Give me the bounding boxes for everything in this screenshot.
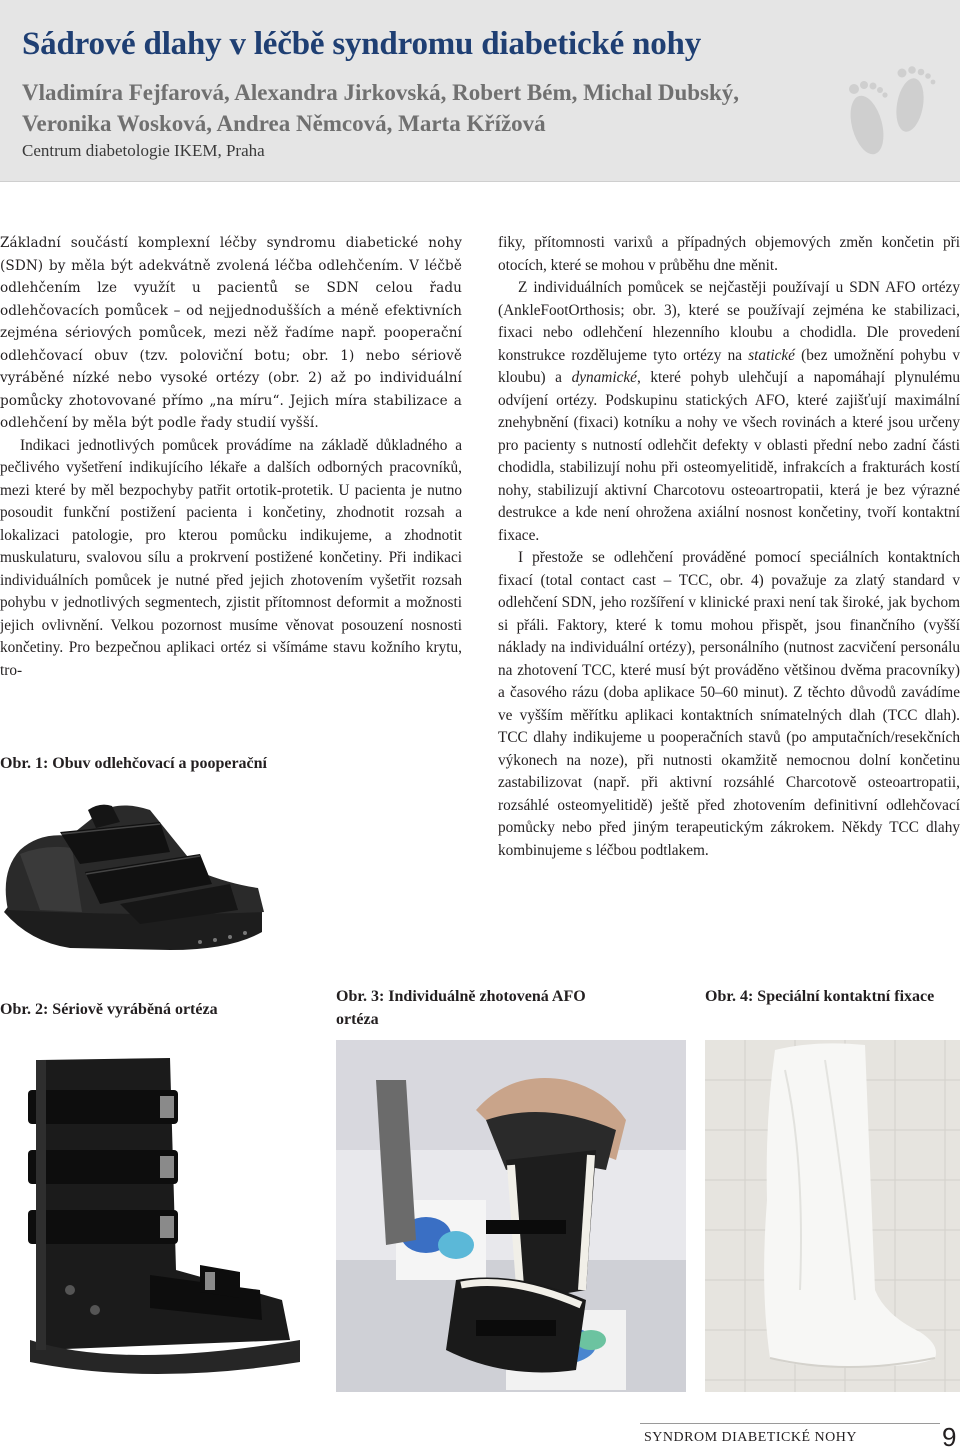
page-number: 9 bbox=[942, 1422, 957, 1451]
running-footer: SYNDROM DIABETICKÉ NOHY bbox=[644, 1430, 857, 1445]
paragraph: fiky, přítomnosti varixů a případných objemových změn končetin při otocích, které se mohou v průběhu dne měnit. bbox=[498, 234, 960, 274]
emphasis-static: statické bbox=[748, 346, 795, 364]
figure-2-caption: Obr. 2: Sériově vyráběná ortéza bbox=[0, 1001, 218, 1018]
paragraph: Základní součástí komplexní léčby syndromu diabetické nohy (SDN) by měla být adekvátně zvolená léčba odlehčením. V léčbě odlehčením lze využít u pacientů se SDN celou řadu odlehčovacích pomůcek – od nejjednodušších a méně efektivních zejména sériových pomůcek, mezi něž řadíme např. pooperační odlehčovací obuv (tzv. poloviční botu; obr. 1) nebo sériově vyráběné nízké nebo vysoké ortézy (obr. 2) až po individuální pomůcky zhotovované přímo „na míru“. Jejich míra stabilizace a odlehčení by měla být podle řady studií vyšší. bbox=[0, 235, 462, 431]
paragraph: Indikaci jednotlivých pomůcek provádíme na základě důkladného a pečlivého vyšetření indikujícího lékaře a dalších odborných pracovníků, mezi které by měl bezpochyby patřit ortotik-protetik. U pacienta je nutno posoudit funkční postižení pacienta i končetiny, zhodnotit rozsah a lokalizaci patologie, pro kterou pomůcku indikujeme, a zhodnotit muskulaturu, svalovou sílu a prokrvení postižené končetiny. Při indikaci individuálních pomůcek je nutné před jejich zhotovením vyšetřit rozsah pohybu v jednotlivých segmentech, zjistit přítomnost deformit a možnosti jejich ovlivnění. Velkou pozornost musíme věnovat posouzení nosnosti končetiny. Pro bezpečnou aplikaci ortéz si všímáme stavu kožního krytu, tro- bbox=[0, 436, 462, 679]
text-column-left bbox=[0, 232, 462, 682]
footer-rule bbox=[640, 1423, 940, 1424]
author-list bbox=[22, 77, 739, 139]
figure-4-caption: Obr. 4: Speciální kontaktní fixace bbox=[705, 988, 935, 1005]
authors-line-2: Veronika Wosková, Andrea Němcová, Marta Křížová bbox=[22, 111, 546, 136]
authors-line-1: Vladimíra Fejfarová, Alexandra Jirkovská, Robert Bém, Michal Dubský, bbox=[22, 80, 740, 105]
institution: Centrum diabetologie IKEM, Praha bbox=[22, 141, 265, 160]
footprints-icon bbox=[832, 55, 942, 175]
article-title: Sádrové dlahy v léčbě syndromu diabetické nohy bbox=[22, 26, 702, 62]
text-column-right bbox=[498, 232, 960, 862]
figure-3-caption: Obr. 3: Individuálně zhotovená AFO ortéza bbox=[336, 988, 586, 1028]
figure-3-afo-orthosis bbox=[336, 1040, 686, 1392]
figure-1-postoperative-shoe bbox=[0, 792, 270, 962]
figure-2-walker-orthosis bbox=[0, 1040, 318, 1392]
emphasis-dynamic: dynamické bbox=[571, 369, 637, 386]
figure-4-contact-cast bbox=[705, 1040, 960, 1392]
article-header bbox=[0, 0, 960, 182]
paragraph: I přestože se odlehčení prováděné pomocí speciálních kontaktních fixací (total contact cast – TCC, obr. 4) považuje za zlatý standard v odlehčení SDN, jeho rozšíření v klinické praxi není tak široké, jak bychom si přáli. Faktory, které k tomu mohou přispět, jsou finančního (vyšší náklady na individuální ortézy), personálního (nutnost zacvičení personálu na zhotovení TCC, které musí být prováděno většinou dvěma pracovníky) a časového rázu (doba aplikace 50–60 minut). Z těchto důvodů zavádíme ve vyšším měřítku aplikaci kontaktních snímatelných dlah (TCC dlah). TCC dlahy indikujeme u pooperačních stavů (po amputačních/resekčních výkonech na noze), při nutnosti okamžitě nemocnou dolní končetinu zastabilizovat (např. při aktivní rozsáhlé Charcotově osteoartropatii, rozsáhlé osteomyelitidě) ještě před zhotovením definitivní odlehčovací pomůcky nebo před jiným terapeutickým zákrokem. Někdy TCC dlahy kombinujeme s léčbou podtlakem. bbox=[498, 549, 960, 859]
paragraph: Z individuálních pomůcek se nejčastěji používají u SDN AFO ortézy (AnkleFootOrthosis; obr. 3), které se používají zejména ke stabilizaci, fixaci nebo odlehčení hlezenního kloubu a chodidla. Dle provedení konstrukce rozdělujeme tyto ortézy na statické (bez umožnění pohybu v kloubu) a dynamické, které pohyb ulehčují a napomáhají plynulému odvíjení ortézy. Podskupinu statických AFO, které zajišťují maximální znehybnění (fixaci) kotníku a nohy ve všech rovinách a které jsou určeny pro pacienty s nutností odlehčit defekty v oblasti přední nebo zadní části chodidla, stabilizují nohu při osteomyelitidě, infrakcích a frakturách kostí nohy, stabilizují aktivní Charcotovu osteoartropatii, která je bez výrazné destrukce a kde není ohrožena axiální nosnost končetiny, tvoří kontaktní fixace. bbox=[498, 279, 960, 544]
figure-1-caption: Obr. 1: Obuv odlehčovací a pooperační bbox=[0, 755, 267, 772]
